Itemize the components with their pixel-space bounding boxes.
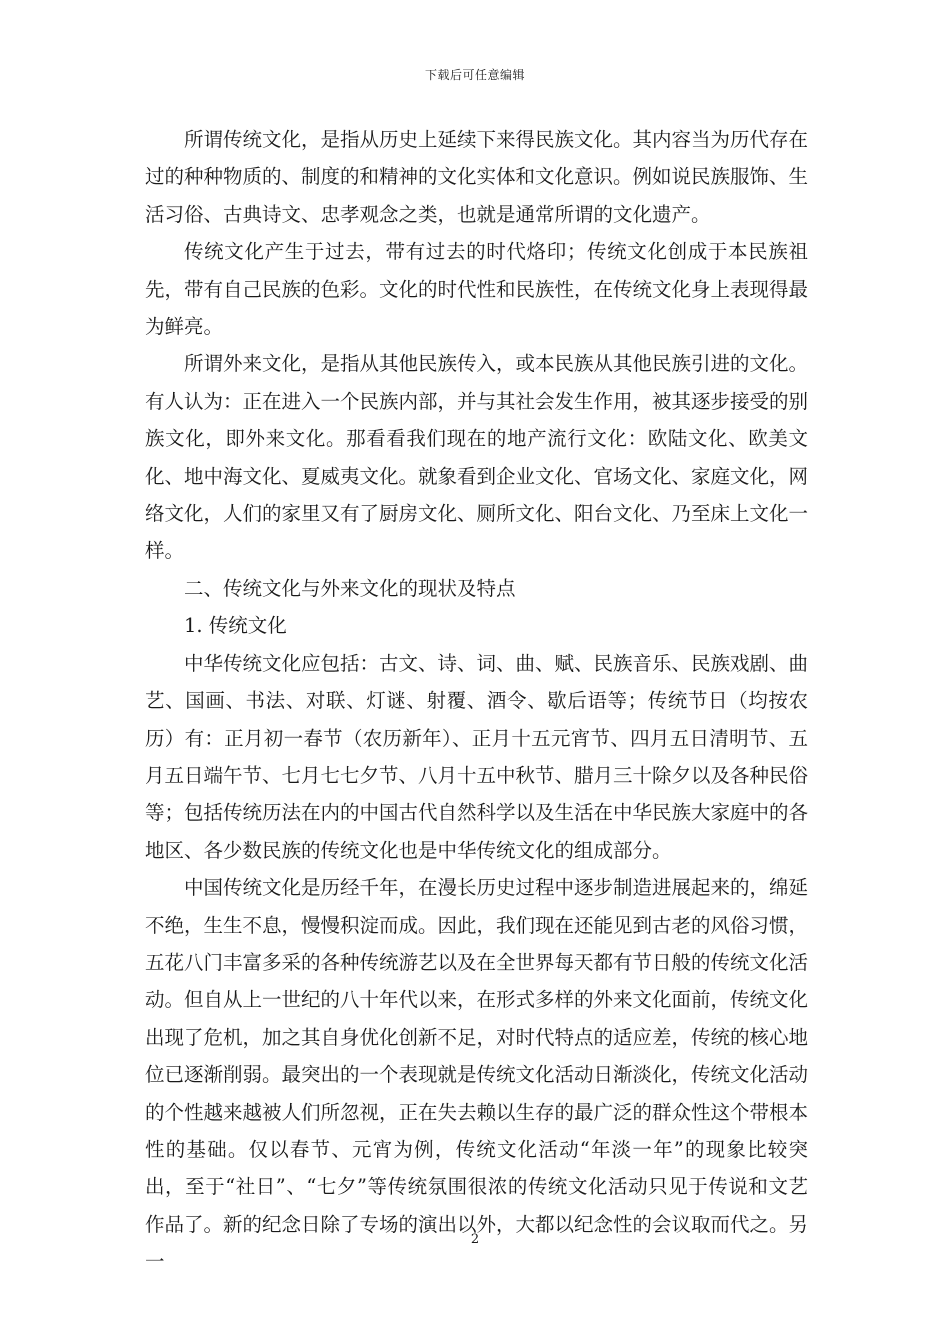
- paragraph-chinese-culture-contents: 中华传统文化应包括：古文、诗、词、曲、赋、民族音乐、民族戏剧、曲艺、国画、书法、对联、灯谜、射覆、酒令、歇后语等；传统节日（均按农历）有：正月初一春节（农历新年）、正月十五元宵节、四月五日清明节、五月五日端午节、七月七七夕节、八月十五中秋节、腊月三十除夕以及各种民俗等；包括传统历法在内的中国古代自然科学以及生活在中华民族大家庭中的各地区、各少数民族的传统文化也是中华传统文化的组成部分。: [145, 651, 809, 862]
- page-number: 2: [470, 1232, 480, 1247]
- page-header: 下载后可任意编辑: [424, 68, 525, 82]
- paragraph-foreign-culture-definition: 所谓外来文化，是指从其他民族传入，或本民族从其他民族引进的文化。有人认为：正在进入一个民族内部，并与其社会发生作用，被其逐步接受的别族文化，即外来文化。那看看我们现在的地产流行文化：欧陆文化、欧美文化、地中海文化、夏威夷文化。就象看到企业文化、官场文化、家庭文化，网络文化，人们的家里又有了厨房文化、厕所文化、阳台文化、乃至床上文化一样。: [145, 352, 809, 563]
- section-heading: 二、传统文化与外来文化的现状及特点: [184, 576, 516, 600]
- paragraph-traditional-culture-definition: 所谓传统文化，是指从历史上延续下来得民族文化。其内容当为历代存在过的种种物质的、制度的和精神的文化实体和文化意识。例如说民族服饰、生活习俗、古典诗文、忠孝观念之类，也就是通常所谓的文化遗产。: [145, 128, 809, 226]
- paragraph-chinese-culture-history: 中国传统文化是历经千年，在漫长历史过程中逐步制造进展起来的，绵延不绝，生生不息，慢慢积淀而成。因此，我们现在还能见到古老的风俗习惯，五花八门丰富多采的各种传统游艺以及在全世界每天都有节日般的传统文化活动。但自从上一世纪的八十年代以来，在形式多样的外来文化面前，传统文化出现了危机，加之其自身优化创新不足，对时代特点的适应差，传统的核心地位已逐渐削弱。最突出的一个表现就是传统文化活动日渐淡化，传统文化活动的个性越来越被人们所忽视，正在失去赖以生存的最广泛的群众性这个带根本性的基础。仅以春节、元宵为例，传统文化活动“年淡一年”的现象比较突出，至于“社日”、“七夕”等传统氛围很浓的传统文化活动只见于传说和文艺作品了。新的纪念日除了专场的演出以外，大都以纪念性的会议取而代之。另一: [145, 876, 809, 1274]
- document-body: [145, 121, 808, 1281]
- paragraph-traditional-culture-features: 传统文化产生于过去，带有过去的时代烙印；传统文化创成于本民族祖先，带有自己民族的色彩。文化的时代性和民族性，在传统文化身上表现得最为鲜亮。: [145, 240, 809, 339]
- subsection-heading: 1. 传统文化: [184, 614, 287, 638]
